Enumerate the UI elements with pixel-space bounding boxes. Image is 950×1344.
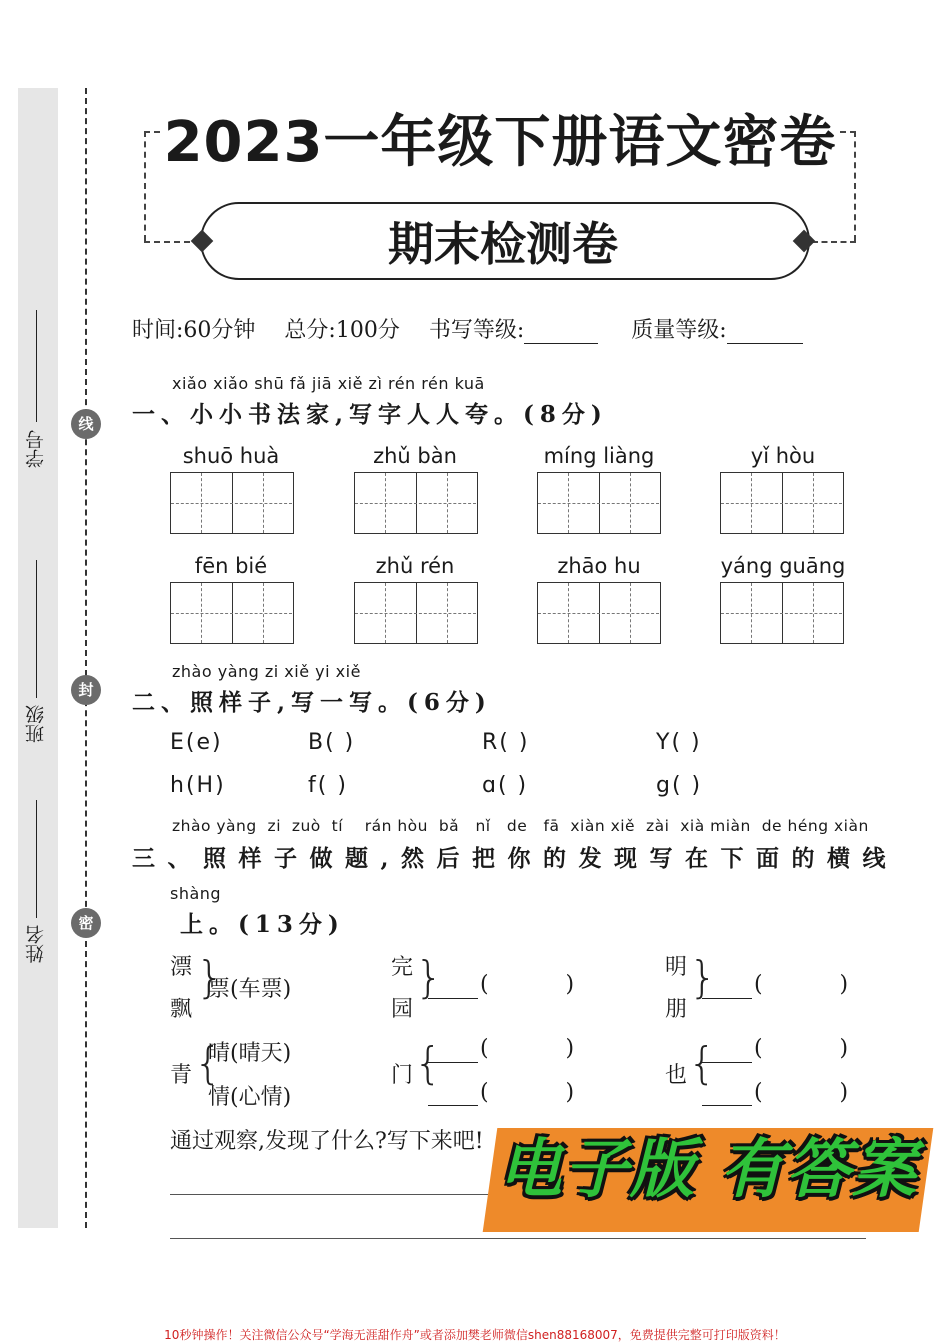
title-frame-left-bottom [144, 241, 190, 243]
letter-example: h(H) [170, 773, 226, 798]
char-example: 情(心情) [208, 1085, 292, 1110]
answer-line[interactable] [428, 998, 478, 999]
answer-line[interactable] [702, 1105, 752, 1106]
brace-left-icon: { [194, 1038, 222, 1089]
writing-grid[interactable] [537, 472, 661, 534]
writing-grid[interactable] [720, 582, 844, 644]
name-label: 姓名 [25, 925, 47, 963]
letter-blank[interactable]: g( ) [656, 773, 703, 798]
brace-right-icon: } [196, 952, 224, 1003]
word-pinyin: shuō huà [182, 444, 280, 468]
char: 门 [391, 1063, 414, 1088]
binding-strip [18, 88, 58, 1228]
exam-info-row [132, 313, 825, 344]
word-pinyin: zhǔ bàn [373, 444, 457, 468]
brace-right-icon: } [689, 952, 717, 1003]
word-pinyin: zhǔ rén [375, 554, 455, 578]
class-label: 班级 [25, 705, 47, 743]
answer-paren[interactable]: ( ) [480, 972, 575, 997]
binding-dashed-line [85, 88, 87, 1228]
section3-question: 通过观察,发现了什么?写下来吧! [170, 1129, 484, 1154]
time-info: 时间:60分钟 [132, 318, 256, 343]
answer-line[interactable] [702, 1062, 752, 1063]
class-line [36, 560, 37, 698]
student-no-label: 学号 [25, 430, 47, 468]
title-frame-right-bottom [812, 241, 856, 243]
char: 朋 [665, 997, 688, 1022]
writing-grid[interactable] [537, 582, 661, 644]
char: 也 [665, 1063, 688, 1088]
letter-blank[interactable]: ɑ( ) [482, 773, 529, 798]
char: 飘 [170, 997, 193, 1022]
section3-heading: 三、照样子做题,然后把你的发现写在下面的横线 [132, 845, 899, 872]
answer-paren[interactable]: ( ) [480, 1036, 575, 1061]
word-pinyin: yáng guāng [720, 554, 846, 578]
answer-line[interactable] [702, 998, 752, 999]
brace-left-icon: { [414, 1038, 442, 1089]
section3-heading-2: 上。(13分) [180, 911, 345, 938]
answer-paren[interactable]: ( ) [480, 1080, 575, 1105]
writing-grid[interactable] [170, 582, 294, 644]
promo-banner-text: 电子版 有答案 [497, 1133, 919, 1207]
letter-blank[interactable]: Y( ) [656, 730, 702, 755]
section1-heading: 一、小小书法家,写字人人夸。(8分) [132, 401, 608, 428]
section1-pinyin: xiǎo xiǎo shū fǎ jiā xiě zì rén rén kuā [172, 374, 485, 393]
answer-write-line[interactable] [170, 1238, 866, 1239]
answer-paren[interactable]: ( ) [754, 1036, 849, 1061]
section2-heading: 二、照样子,写一写。(6分) [132, 689, 492, 716]
word-pinyin: yǐ hòu [750, 444, 816, 468]
student-no-line [36, 310, 37, 422]
letter-example: E(e) [170, 730, 223, 755]
writing-grid[interactable] [720, 472, 844, 534]
section3-pinyin-2: shàng [170, 884, 222, 903]
char: 园 [391, 997, 414, 1022]
total-score-info: 总分:100分 [284, 318, 400, 343]
name-line [36, 800, 37, 918]
quality-grade-label: 质量等级: [631, 318, 727, 343]
seal-line-char: 线 [71, 409, 101, 439]
letter-blank[interactable]: B( ) [308, 730, 356, 755]
char: 完 [391, 955, 414, 980]
brace-right-icon: } [415, 952, 443, 1003]
title-frame-left-top [144, 131, 160, 133]
char: 漂 [170, 955, 193, 980]
subtitle: 期末检测卷 [388, 217, 618, 271]
answer-paren[interactable]: ( ) [754, 972, 849, 997]
char-example: 晴(晴天) [208, 1041, 292, 1066]
word-pinyin: zhāo hu [557, 554, 641, 578]
answer-line[interactable] [428, 1062, 478, 1063]
word-pinyin: fēn bié [194, 554, 268, 578]
char-example: 票(车票) [208, 977, 292, 1002]
answer-line[interactable] [428, 1105, 478, 1106]
answer-paren[interactable]: ( ) [754, 1080, 849, 1105]
seal-secret-char: 密 [71, 908, 101, 938]
writing-grade-blank[interactable] [524, 343, 598, 344]
word-pinyin: míng liàng [543, 444, 655, 468]
seal-seal-char: 封 [71, 675, 101, 705]
title-frame-left [144, 131, 146, 241]
writing-grid[interactable] [170, 472, 294, 534]
section2-pinyin: zhào yàng zi xiě yi xiě [172, 662, 361, 681]
char: 明 [665, 955, 688, 980]
title-frame-right [854, 131, 856, 241]
footer-notice: 10秒钟操作！关注微信公众号“学海无涯甜作舟”或者添加樊老师微信shen88168007，免费提供完整可打印版资料！ [164, 1328, 786, 1342]
section3-pinyin: zhào yàng zi zuò tí rán hòu bǎ nǐ de fā xiàn xiě zài xià miàn de héng xiàn [172, 817, 869, 835]
writing-grid[interactable] [354, 472, 478, 534]
brace-left-icon: { [688, 1038, 716, 1089]
letter-blank[interactable]: R( ) [482, 730, 530, 755]
page-title: 2023一年级下册语文密卷 [163, 110, 837, 175]
letter-blank[interactable]: f( ) [308, 773, 348, 798]
quality-grade-blank[interactable] [727, 343, 803, 344]
writing-grade-label: 书写等级: [428, 318, 525, 343]
char: 青 [170, 1063, 193, 1088]
writing-grid[interactable] [354, 582, 478, 644]
